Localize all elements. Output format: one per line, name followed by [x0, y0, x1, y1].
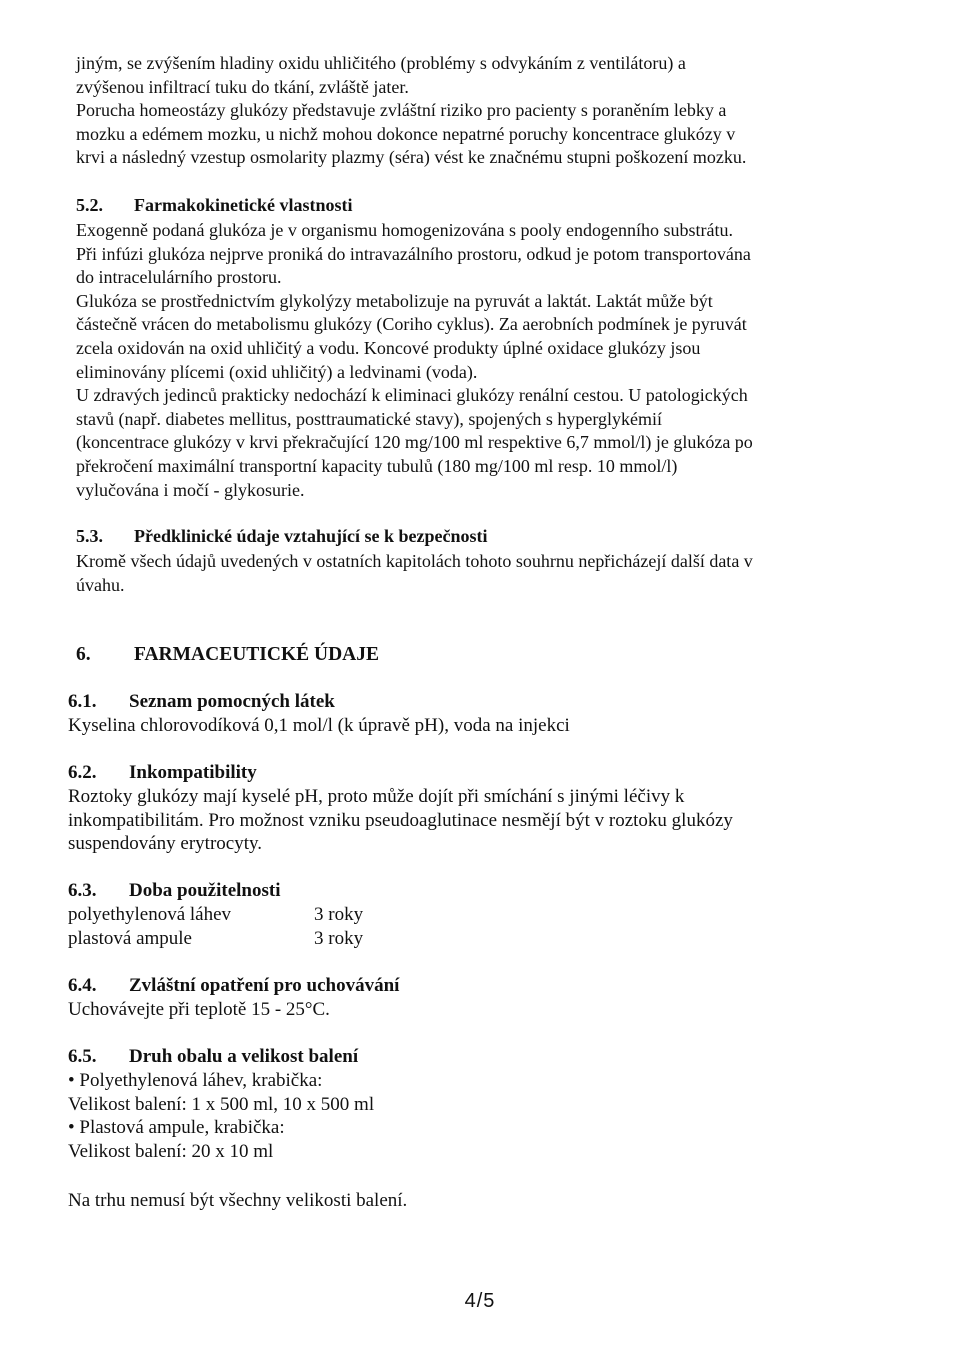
- section-body-6-2: [68, 785, 878, 856]
- section-title: Inkompatibility: [129, 762, 257, 783]
- text-line: krvi a následný vzestup osmolarity plazmy (séra) vést ke značnému stupni poškození mozku.: [76, 147, 747, 168]
- text-line: U zdravých jedinců prakticky nedochází k eliminaci glukózy renální cestou. U patologických: [76, 385, 748, 406]
- text-line: Velikost balení: 1 x 500 ml, 10 x 500 ml: [68, 1093, 375, 1115]
- section-body-6-4: [68, 998, 878, 1022]
- text-line: vylučována i močí - glykosurie.: [76, 479, 305, 500]
- text-line: stavů (např. diabetes mellitus, posttraumatické stavy), spojených s hyperglykémií: [76, 408, 663, 429]
- text-line: eliminovány plícemi (oxid uhličitý) a ledvinami (voda).: [76, 361, 478, 382]
- section-title: Farmakokinetické vlastnosti: [134, 195, 353, 215]
- section-title: Doba použitelnosti: [129, 880, 281, 901]
- section-body-5-3: [76, 550, 876, 597]
- intro-paragraph: [76, 52, 876, 170]
- text-line: překročení maximální transportní kapacity tubulů (180 mg/100 ml resp. 10 mmol/l): [76, 455, 678, 476]
- section-body-6-5: [68, 1069, 878, 1163]
- text-line: Při infúzi glukóza nejprve proniká do intravazálního prostoru, odkud je potom transportována: [76, 243, 751, 264]
- section-heading-6-4: [68, 974, 399, 997]
- market-note: [68, 1189, 878, 1213]
- text-line: inkompatibilitám. Pro možnost vzniku pseudoaglutinace nesmějí být v roztoku glukózy: [68, 809, 733, 831]
- page-number: 4/5: [464, 1290, 496, 1312]
- section-number: 6.1.: [68, 691, 97, 712]
- text-line: do intracelulárního prostoru.: [76, 267, 282, 288]
- section-number: 6.4.: [68, 975, 97, 996]
- text-line: mozku a edémem mozku, u nichž mohou dokonce nepatrné poruchy koncentrace glukózy v: [76, 123, 736, 144]
- section-number: 6.5.: [68, 1046, 97, 1067]
- shelf-life-row: [68, 927, 878, 951]
- section-title: Předklinické údaje vztahující se k bezpečnosti: [134, 526, 488, 546]
- section-body-5-2: [76, 219, 876, 502]
- text-line: Exogenně podaná glukóza je v organismu homogenizována s pooly endogenního substrátu.: [76, 220, 734, 240]
- text-line: úvahu.: [76, 574, 125, 595]
- bullet-item: • Plastová ampule, krabička:: [68, 1117, 285, 1139]
- section-number: 6.: [76, 644, 91, 665]
- shelf-life-value: 3 roky: [314, 904, 364, 925]
- text-line: suspendovány erytrocyty.: [68, 833, 262, 855]
- section-number: 6.2.: [68, 762, 97, 783]
- shelf-life-row: [68, 903, 878, 927]
- bullet-item: • Polyethylenová láhev, krabička:: [68, 1070, 323, 1091]
- text-line: jiným, se zvýšením hladiny oxidu uhličitého (problémy s odvykáním z ventilátoru) a: [76, 53, 686, 73]
- container-type: plastová ampule: [68, 927, 192, 949]
- text-line: Kyselina chlorovodíková 0,1 mol/l (k úpravě pH), voda na injekci: [68, 715, 570, 736]
- text-line: (koncentrace glukózy v krvi překračující 120 mg/100 ml respektive 6,7 mmol/l) je glukóza po: [76, 432, 753, 453]
- section-number: 5.2.: [76, 195, 103, 215]
- section-number: 6.3.: [68, 880, 97, 901]
- text-line: Velikost balení: 20 x 10 ml: [68, 1140, 274, 1162]
- section-heading-5-3: [76, 525, 488, 548]
- section-body-6-1: [68, 714, 878, 738]
- section-title: Zvláštní opatření pro uchovávání: [129, 975, 400, 996]
- section-title: Druh obalu a velikost balení: [129, 1046, 359, 1067]
- chapter-heading-6: [76, 643, 379, 666]
- section-heading-5-2: [76, 194, 353, 217]
- text-line: částečně vrácen do metabolismu glukózy (Coriho cyklus). Za aerobních podmínek je pyruvát: [76, 314, 747, 335]
- container-type: polyethylenová láhev: [68, 904, 232, 925]
- text-line: Roztoky glukózy mají kyselé pH, proto může dojít při smíchání s jinými léčivy k: [68, 786, 685, 807]
- section-title: FARMACEUTICKÉ ÚDAJE: [134, 644, 380, 665]
- section-number: 5.3.: [76, 526, 103, 546]
- text-line: Kromě všech údajů uvedených v ostatních kapitolách tohoto souhrnu nepřicházejí další data v: [76, 551, 753, 571]
- section-heading-6-5: [68, 1045, 358, 1068]
- text-line: Na trhu nemusí být všechny velikosti balení.: [68, 1190, 408, 1211]
- shelf-life-value: 3 roky: [314, 927, 364, 949]
- section-heading-6-1: [68, 690, 335, 713]
- text-line: zcela oxidován na oxid uhličitý a vodu. Koncové produkty úplné oxidace glukózy jsou: [76, 337, 701, 358]
- text-line: Porucha homeostázy glukózy představuje zvláštní riziko pro pacienty s poraněním lebky a: [76, 100, 727, 121]
- text-line: zvýšenou infiltrací tuku do tkání, zvláště jater.: [76, 76, 409, 97]
- section-heading-6-3: [68, 879, 281, 902]
- section-heading-6-2: [68, 761, 257, 784]
- text-line: Uchovávejte při teplotě 15 - 25°C.: [68, 999, 330, 1020]
- shelf-life-table: [68, 903, 878, 950]
- text-line: Glukóza se prostřednictvím glykolýzy metabolizuje na pyruvát a laktát. Laktát může být: [76, 290, 713, 311]
- section-title: Seznam pomocných látek: [129, 691, 335, 712]
